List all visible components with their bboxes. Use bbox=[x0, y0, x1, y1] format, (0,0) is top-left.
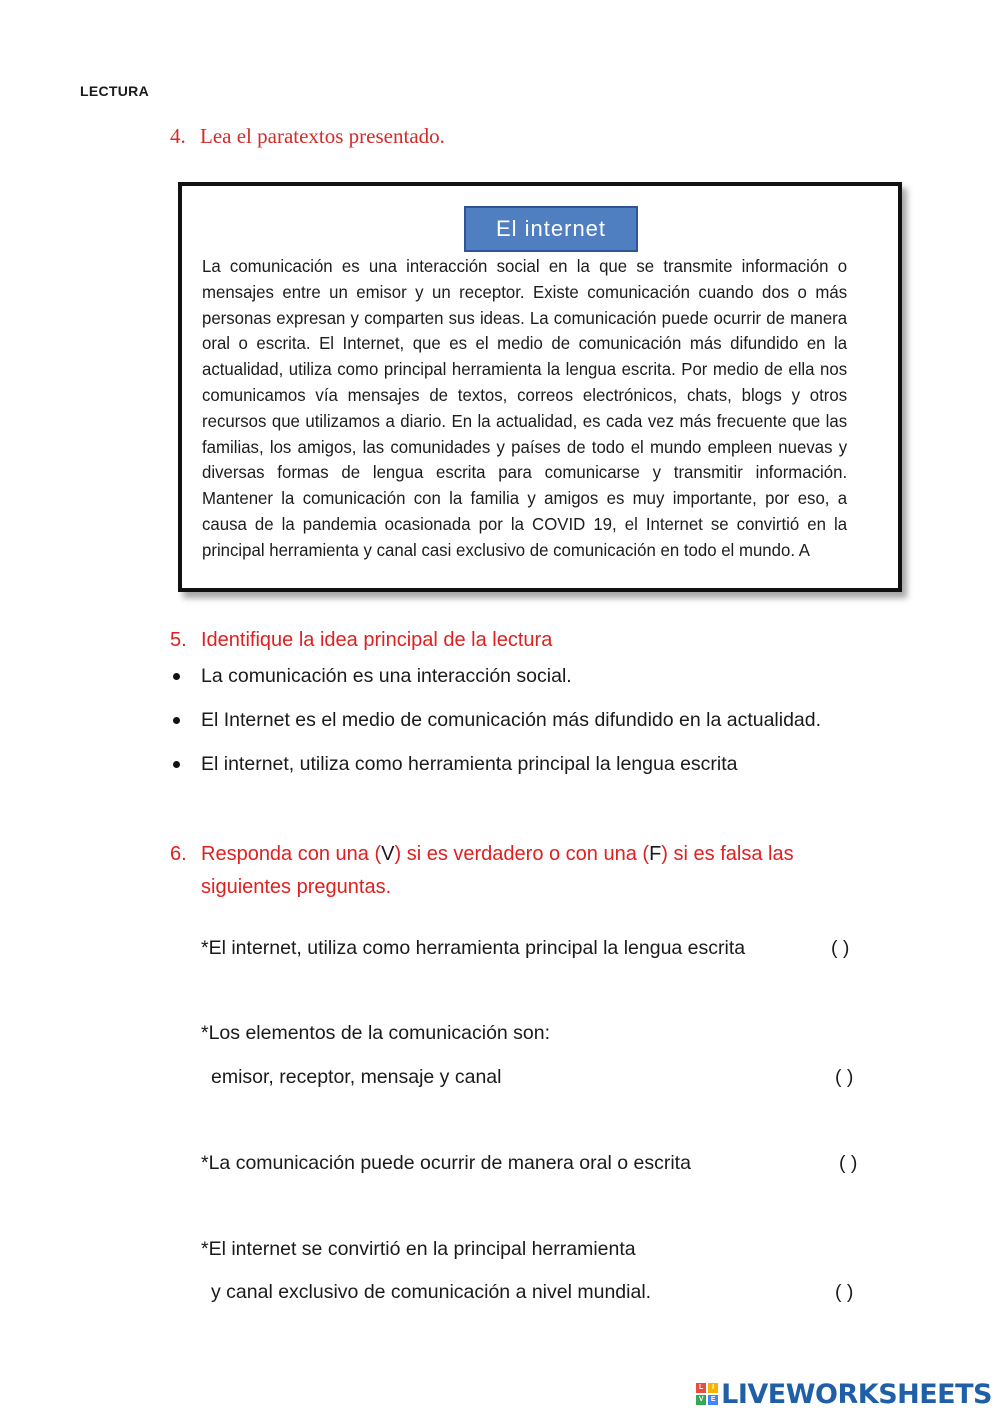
option-text: El internet, utiliza como herramienta principal la lengua escrita bbox=[201, 753, 738, 775]
statement-4-line2: y canal exclusivo de comunicación a nivel mundial. bbox=[211, 1281, 652, 1303]
statement-2-line2: emisor, receptor, mensaje y canal bbox=[211, 1066, 502, 1088]
option-item[interactable] bbox=[170, 706, 821, 750]
bullet-icon bbox=[173, 673, 180, 680]
statement-1: *El internet, utiliza como herramienta principal la lengua escrita bbox=[201, 937, 746, 959]
question-5-text: Identifique la idea principal de la lectura bbox=[201, 629, 553, 651]
statement-3: *La comunicación puede ocurrir de manera oral o escrita bbox=[201, 1152, 691, 1174]
option-item[interactable] bbox=[170, 750, 821, 794]
answer-field-4[interactable]: ( ) bbox=[835, 1281, 854, 1303]
answer-field-3[interactable]: ( ) bbox=[839, 1152, 858, 1174]
option-text: El Internet es el medio de comunicación más difundido en la actualidad. bbox=[201, 709, 822, 731]
true-letter: V bbox=[381, 843, 395, 865]
question-5 bbox=[170, 629, 552, 652]
question-6-text-c: ) si es falsa las bbox=[661, 843, 794, 865]
bullet-icon bbox=[173, 717, 180, 724]
statement-4: *El internet se convirtió en la principal herramienta bbox=[201, 1238, 636, 1260]
bullet-icon bbox=[173, 761, 180, 768]
question-4 bbox=[170, 124, 445, 149]
liveworksheets-logo[interactable] bbox=[696, 1378, 992, 1410]
logo-text: LIVEWORKSHEETS bbox=[721, 1378, 992, 1410]
question-6-text-line2: siguientes preguntas. bbox=[201, 876, 392, 898]
option-text: La comunicación es una interacción social. bbox=[201, 665, 572, 687]
reading-box bbox=[178, 182, 902, 592]
statement-2: *Los elementos de la comunicación son: bbox=[201, 1022, 551, 1044]
logo-icon: L I V E bbox=[696, 1383, 718, 1405]
question-6-text-a: Responda con una ( bbox=[201, 843, 382, 865]
question-4-number: 4. bbox=[170, 124, 186, 148]
reading-passage: La comunicación es una interacción social en la que se transmite información o mensajes entre un emisor y un receptor. Existe comunicación cuando dos o más personas expresan y comparten sus ideas. La comunicación puede ocurrir de manera oral o escrita. El Internet, que es el medio de comunicación más difundido en la actualidad, utiliza como principal herramienta la lengua escrita. Por medio de ella nos comunicamos vía mensajes de textos, correos electrónicos, chats, blogs y otros recursos que utilizamos a diario. En la actualidad, es cada vez más frecuente que las familias, los amigos, las comunidades y países de todo el mundo empleen nuevas y diversas formas de lengua escrita para comunicarse y transmitir información. Mantener la comunicación con la familia y amigos es muy importante, por eso, a causa de la pandemia ocasionada por la COVID 19, el Internet se convirtió en la principal herramienta y canal casi exclusivo de comunicación en todo el mundo. A bbox=[202, 256, 848, 560]
option-item[interactable] bbox=[170, 662, 821, 706]
page-heading: LECTURA bbox=[80, 83, 149, 99]
question-6-text-b: ) si es verdadero o con una ( bbox=[394, 843, 650, 865]
question-5-options bbox=[170, 662, 821, 794]
answer-field-1[interactable]: ( ) bbox=[831, 937, 850, 959]
question-4-text: Lea el paratextos presentado. bbox=[200, 124, 445, 148]
question-6-number: 6. bbox=[170, 843, 187, 865]
false-letter: F bbox=[649, 843, 662, 865]
reading-title: El internet bbox=[464, 206, 638, 252]
answer-field-2[interactable]: ( ) bbox=[835, 1066, 854, 1088]
question-5-number: 5. bbox=[170, 629, 187, 651]
question-6 bbox=[170, 838, 850, 904]
